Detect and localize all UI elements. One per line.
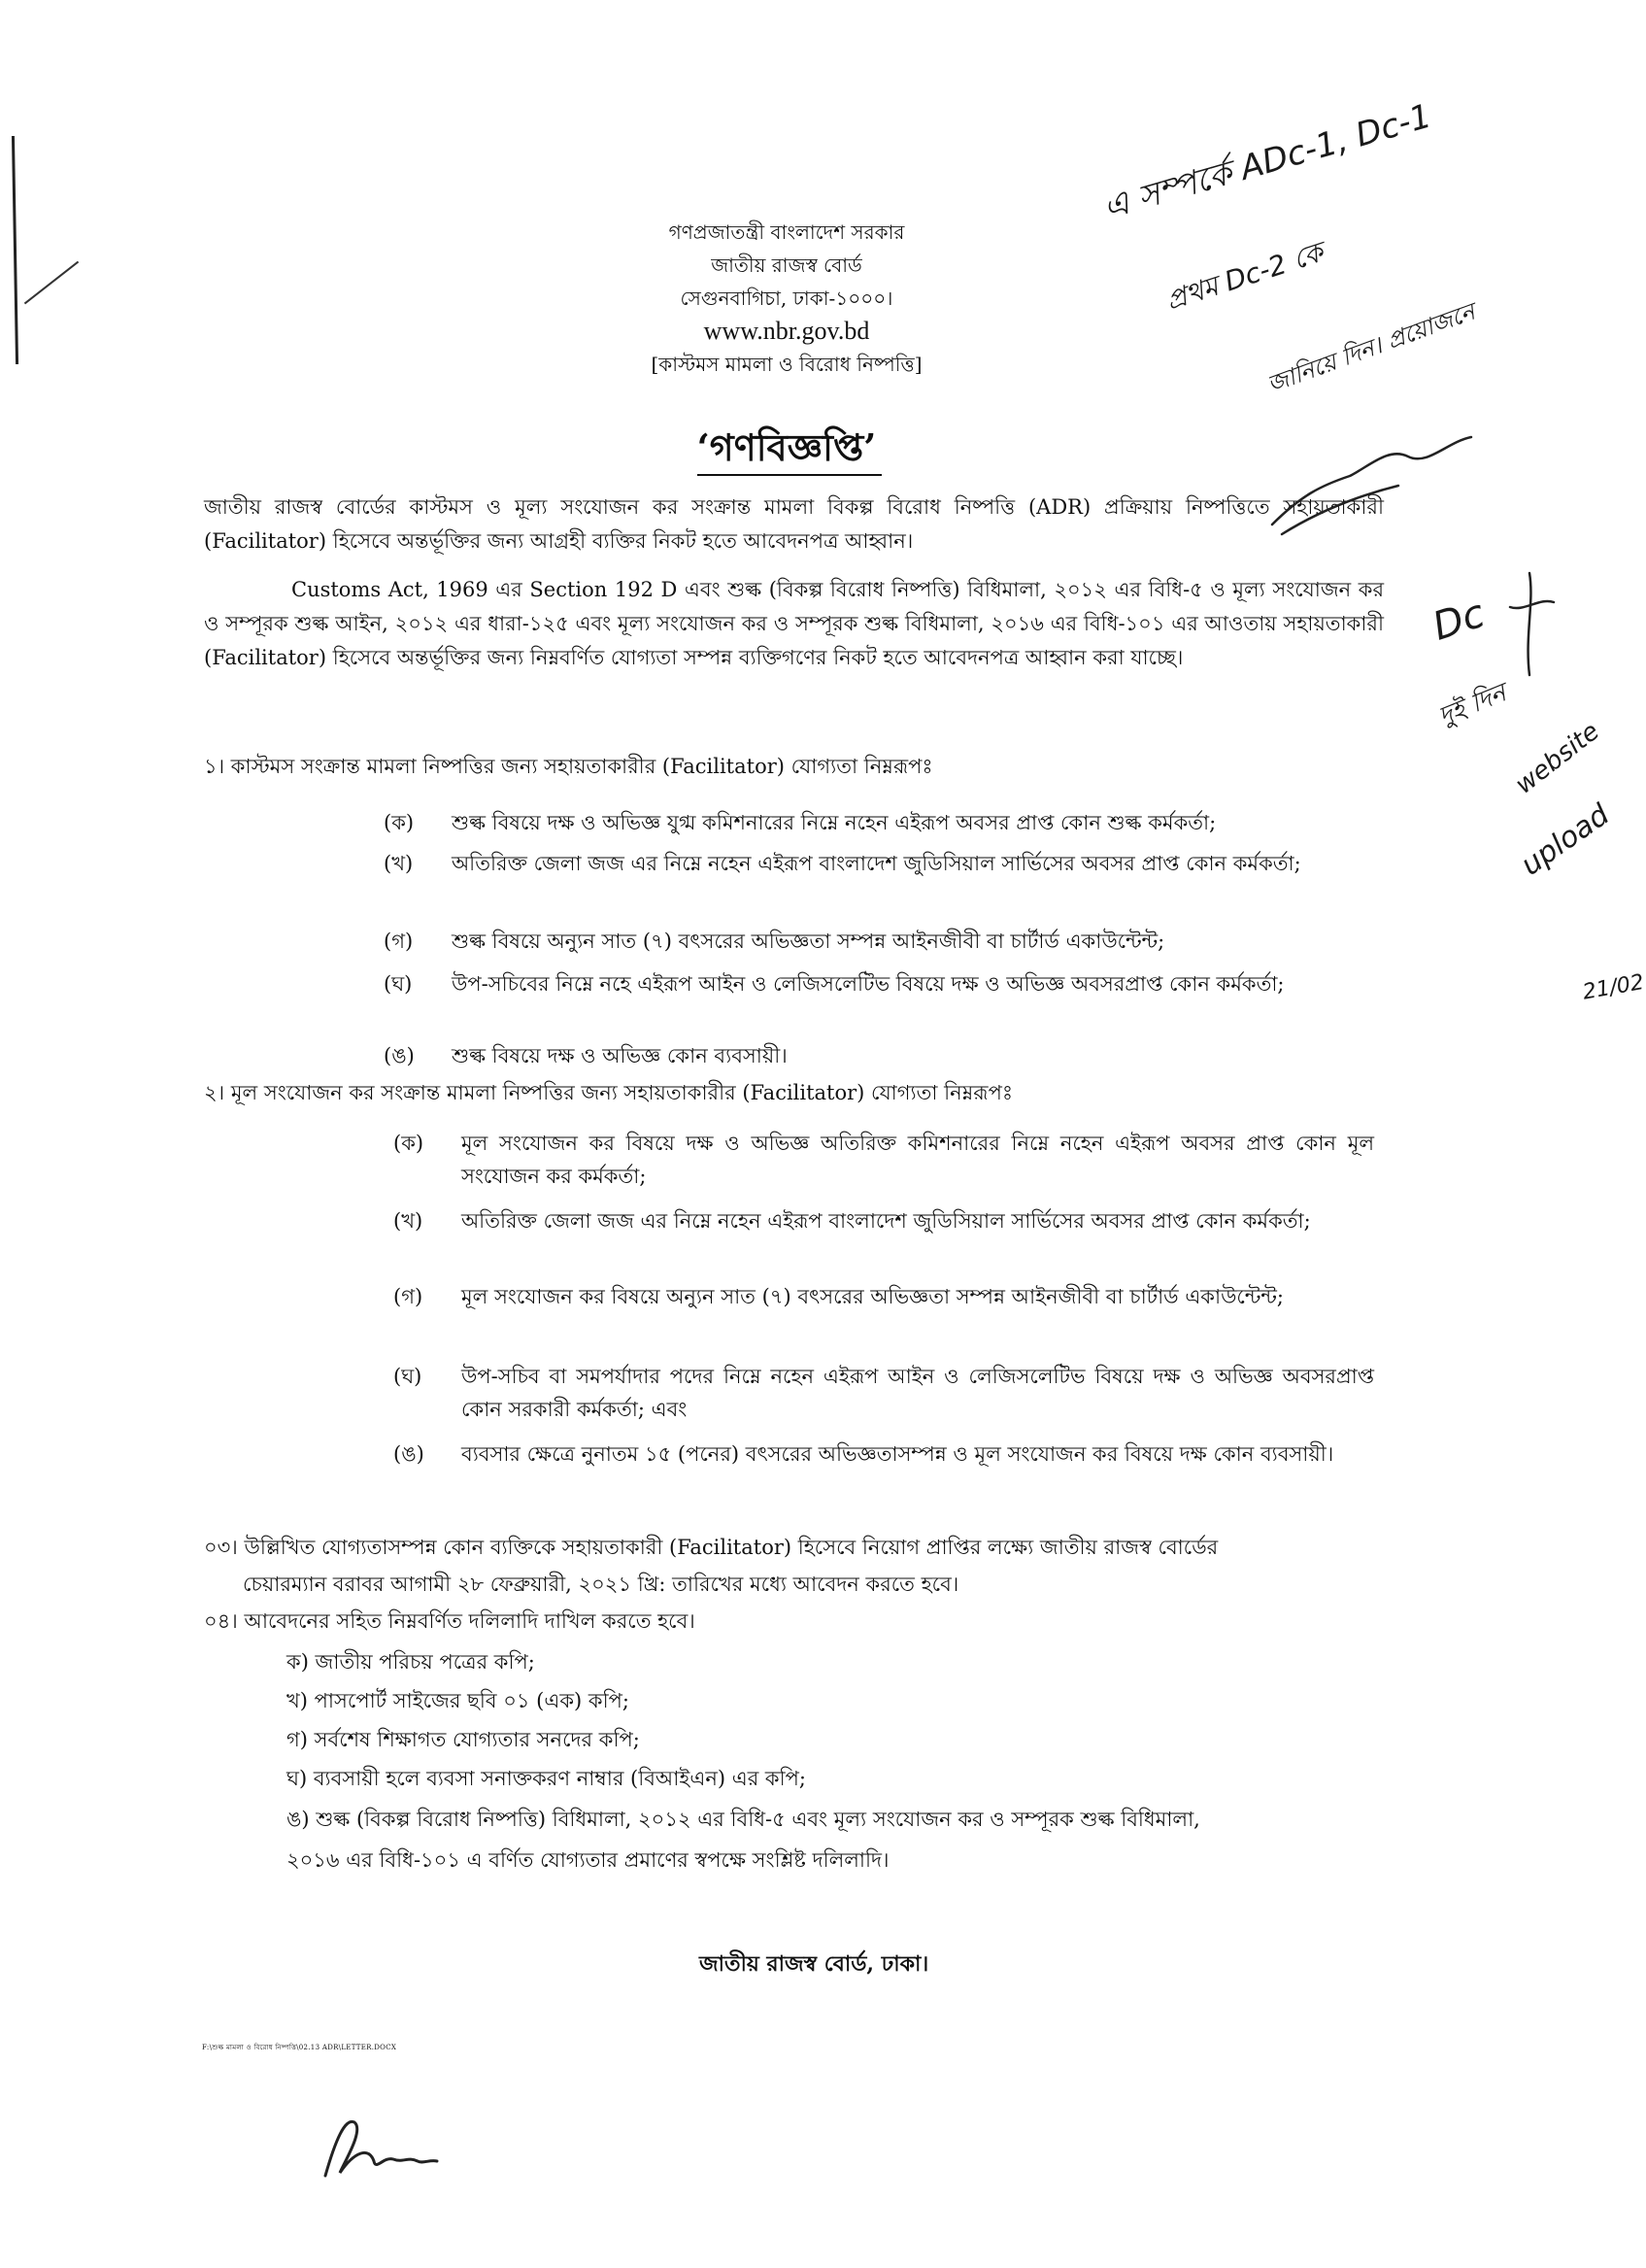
item-label: (ক) — [393, 1132, 424, 1155]
section-2-item — [393, 1127, 1374, 1193]
item-text: ব্যবসার ক্ষেত্রে নুনাতম ১৫ (পনের) বৎসরের অভিজ্ঞতাসম্পন্ন ও মূল সংযোজন কর বিষয়ে দক্ষ কোন ব্যবসায়ী। — [461, 1442, 1334, 1466]
item-text: শুল্ক বিষয়ে দক্ষ ও অভিজ্ঞ কোন ব্যবসায়ী। — [452, 1044, 788, 1067]
margin-scribble — [1500, 568, 1559, 685]
department: [কাস্টমস মামলা ও বিরোধ নিষ্পত্তি] — [651, 353, 923, 376]
document-item-last-line-2: ২০১৬ এর বিধি-১০১ এ বর্ণিত যোগ্যতার প্রমাণের স্বপক্ষে সংশ্লিষ্ট দলিলাদি। — [286, 1848, 890, 1872]
item-text: মূল সংযোজন কর বিষয়ে অন্যুন সাত (৭) বৎসরের অভিজ্ঞতা সম্পন্ন আইনজীবী বা চার্টার্ড একাউন্টেন্ট; — [461, 1285, 1284, 1308]
section-1-item — [384, 967, 1374, 1000]
item-text: অতিরিক্ত জেলা জজ এর নিম্নে নহেন এইরূপ বাংলাদেশ জুডিসিয়াল সার্ভিসের অবসর প্রাপ্ত কোন কর্মকর্তা; — [452, 852, 1301, 875]
section-1-item — [384, 847, 1374, 880]
title-underline — [697, 474, 882, 476]
handwritten-note: upload — [1515, 797, 1616, 883]
item-text: মূল সংযোজন কর বিষয়ে দক্ষ ও অভিজ্ঞ অতিরিক্ত কমিশনারের নিম্নে নহেন এইরূপ অবসর প্রাপ্ত কোন মূল সংযোজন কর কর্মকর্তা; — [461, 1132, 1374, 1188]
section-2-item — [393, 1204, 1374, 1237]
item-label: (ঘ) — [384, 972, 413, 996]
handwritten-note: প্রথম Dc-2 কে — [1161, 235, 1327, 318]
document-item: ক) জাতীয় পরিচয় পত্রের কপি; — [286, 1650, 535, 1674]
letterhead — [583, 216, 991, 381]
document-item: ঘ) ব্যবসায়ী হলে ব্যবসা সনাক্তকরণ নাম্বার (বিআইএন) এর কপি; — [286, 1767, 806, 1790]
section-1-item — [384, 1039, 1374, 1072]
document-item-last-line-1: ঙ) শুল্ক (বিকল্প বিরোধ নিষ্পত্তি) বিধিমালা, ২০১২ এর বিধি-৫ এবং মূল্য সংযোজন কর ও সম্পূরক শুল্ক বিধিমালা, — [286, 1808, 1200, 1831]
file-path: F:\শুল্ক মামলা ও বিরোধ নিষ্পত্তি\02.13 ADR\LETTER.DOCX — [202, 2044, 397, 2051]
handwritten-signature — [316, 2113, 442, 2190]
address: সেগুনবাগিচা, ঢাকা-১০০০। — [680, 287, 893, 310]
item-text: অতিরিক্ত জেলা জজ এর নিম্নে নহেন এইরূপ বাংলাদেশ জুডিসিয়াল সার্ভিসের অবসর প্রাপ্ত কোন কর্মকর্তা; — [461, 1209, 1311, 1233]
notice-title: ‘গণবিজ্ঞপ্তি’ — [696, 425, 877, 469]
item-label: (গ) — [384, 930, 414, 953]
item-text: শুল্ক বিষয়ে দক্ষ ও অভিজ্ঞ যুগ্ম কমিশনারের নিম্নে নহেন এইরূপ অবসর প্রাপ্ত কোন শুল্ক কর্মকর্তা; — [452, 811, 1217, 834]
item-label: (গ) — [393, 1285, 423, 1308]
section-1-item — [384, 925, 1374, 958]
margin-mark — [24, 261, 79, 305]
main-paragraph: Customs Act, 1969 এর Section 192 D এবং শুল্ক (বিকল্প বিরোধ নিষ্পত্তি) বিধিমালা, ২০১২ এর বিধি-৫ ও মূল্য সংযোজন কর ও সম্পূরক শুল্ক আইন, ২০১২ এর ধারা-১২৫ এবং মূল্য সংযোজন কর ও সম্পূরক শুল্ক বিধিমালা, ২০১৬ এর বিধি-১০১ এর আওতায় সহায়তাকারী (Facilitator) হিসেবে অন্তর্ভূক্তির জন্য নিম্নবর্ণিত যোগ্যতা সম্পন্ন ব্যক্তিগণের নিকট হতে আবেদনপত্র আহ্বান করা যাচ্ছে। — [204, 578, 1384, 669]
item-text: শুল্ক বিষয়ে অন্যুন সাত (৭) বৎসরের অভিজ্ঞতা সম্পন্ন আইনজীবী বা চার্টার্ড একাউন্টেন্ট; — [452, 930, 1165, 953]
section-2-item — [393, 1280, 1374, 1313]
handwritten-date: 21/02 — [1581, 969, 1646, 1005]
handwritten-note: website — [1510, 716, 1605, 800]
issuer-signature-text: জাতীয় রাজস্ব বোর্ড, ঢাকা। — [699, 1951, 929, 1977]
document-item: খ) পাসপোর্ট সাইজের ছবি ০১ (এক) কপি; — [286, 1689, 629, 1712]
item-label: (ঙ) — [393, 1442, 424, 1466]
government-name: গণপ্রজাতন্ত্রী বাংলাদেশ সরকার — [668, 220, 905, 244]
margin-line — [12, 136, 18, 364]
section-2-item — [393, 1360, 1374, 1426]
document-item: গ) সর্বশেষ শিক্ষাগত যোগ্যতার সনদের কপি; — [286, 1728, 640, 1751]
handwritten-note: জানিয়ে দিন। প্রয়োজনে — [1263, 297, 1479, 399]
margin-scribble — [1262, 427, 1486, 544]
handwritten-note: এ সম্পর্কে ADc-1, Dc-1 — [1098, 96, 1436, 228]
item-text: উপ-সচিবের নিম্নে নহে এইরূপ আইন ও লেজিসলেটিভ বিষয়ে দক্ষ ও অভিজ্ঞ অবসরপ্রাপ্ত কোন কর্মকর্তা; — [452, 972, 1285, 996]
section-3-line-2: চেয়ারম্যান বরাবর আগামী ২৮ ফেব্রুয়ারী, ২০২১ খ্রি: তারিখের মধ্যে আবেদন করতে হবে। — [243, 1573, 959, 1596]
section-1-title: ১। কাস্টমস সংক্রান্ত মামলা নিষ্পত্তির জন্য সহায়তাকারীর (Facilitator) যোগ্যতা নিম্নরূপঃ — [204, 755, 933, 778]
section-4-title: ০৪। আবেদনের সহিত নিম্নবর্ণিত দলিলাদি দাখিল করতে হবে। — [204, 1609, 695, 1633]
item-label: (ক) — [384, 811, 415, 834]
section-1-item — [384, 806, 1374, 839]
handwritten-note: দুই দিন — [1434, 678, 1511, 732]
intro-text: জাতীয় রাজস্ব বোর্ডের কাস্টমস ও মূল্য সংযোজন কর সংক্রান্ত মামলা বিকল্প বিরোধ নিষ্পত্তি (ADR) প্রক্রিয়ায় নিষ্পত্তিতে সহায়তাকারী (Facilitator) হিসেবে অন্তর্ভূক্তির জন্য আগ্রহী ব্যক্তির নিকট হতে আবেদনপত্র আহ্বান। — [204, 495, 1384, 553]
board-name: জাতীয় রাজস্ব বোর্ড — [711, 254, 862, 277]
item-label: (খ) — [384, 852, 414, 875]
item-label: (ঙ) — [384, 1044, 415, 1067]
item-text: উপ-সচিব বা সমপর্যাদার পদের নিম্নে নহেন এইরূপ আইন ও লেজিসলেটিভ বিষয়ে দক্ষ ও অভিজ্ঞ অবসরপ্রাপ্ত কোন সরকারী কর্মকর্তা; এবং — [461, 1365, 1374, 1421]
section-2-title: ২। মূল সংযোজন কর সংক্রান্ত মামলা নিষ্পত্তির জন্য সহায়তাকারীর (Facilitator) যোগ্যতা নিম্নরূপঃ — [204, 1081, 1014, 1104]
section-3-line-1: ০৩। উল্লিখিত যোগ্যতাসম্পন্ন কোন ব্যক্তিকে সহায়তাকারী (Facilitator) হিসেবে নিয়োগ প্রাপ্তির লক্ষ্যে জাতীয় রাজস্ব বোর্ডের — [204, 1536, 1219, 1559]
item-label: (ঘ) — [393, 1365, 422, 1388]
item-label: (খ) — [393, 1209, 423, 1233]
section-2-item — [393, 1438, 1374, 1471]
website: www.nbr.gov.bd — [703, 317, 870, 345]
handwritten-dc: Dc — [1428, 591, 1491, 650]
